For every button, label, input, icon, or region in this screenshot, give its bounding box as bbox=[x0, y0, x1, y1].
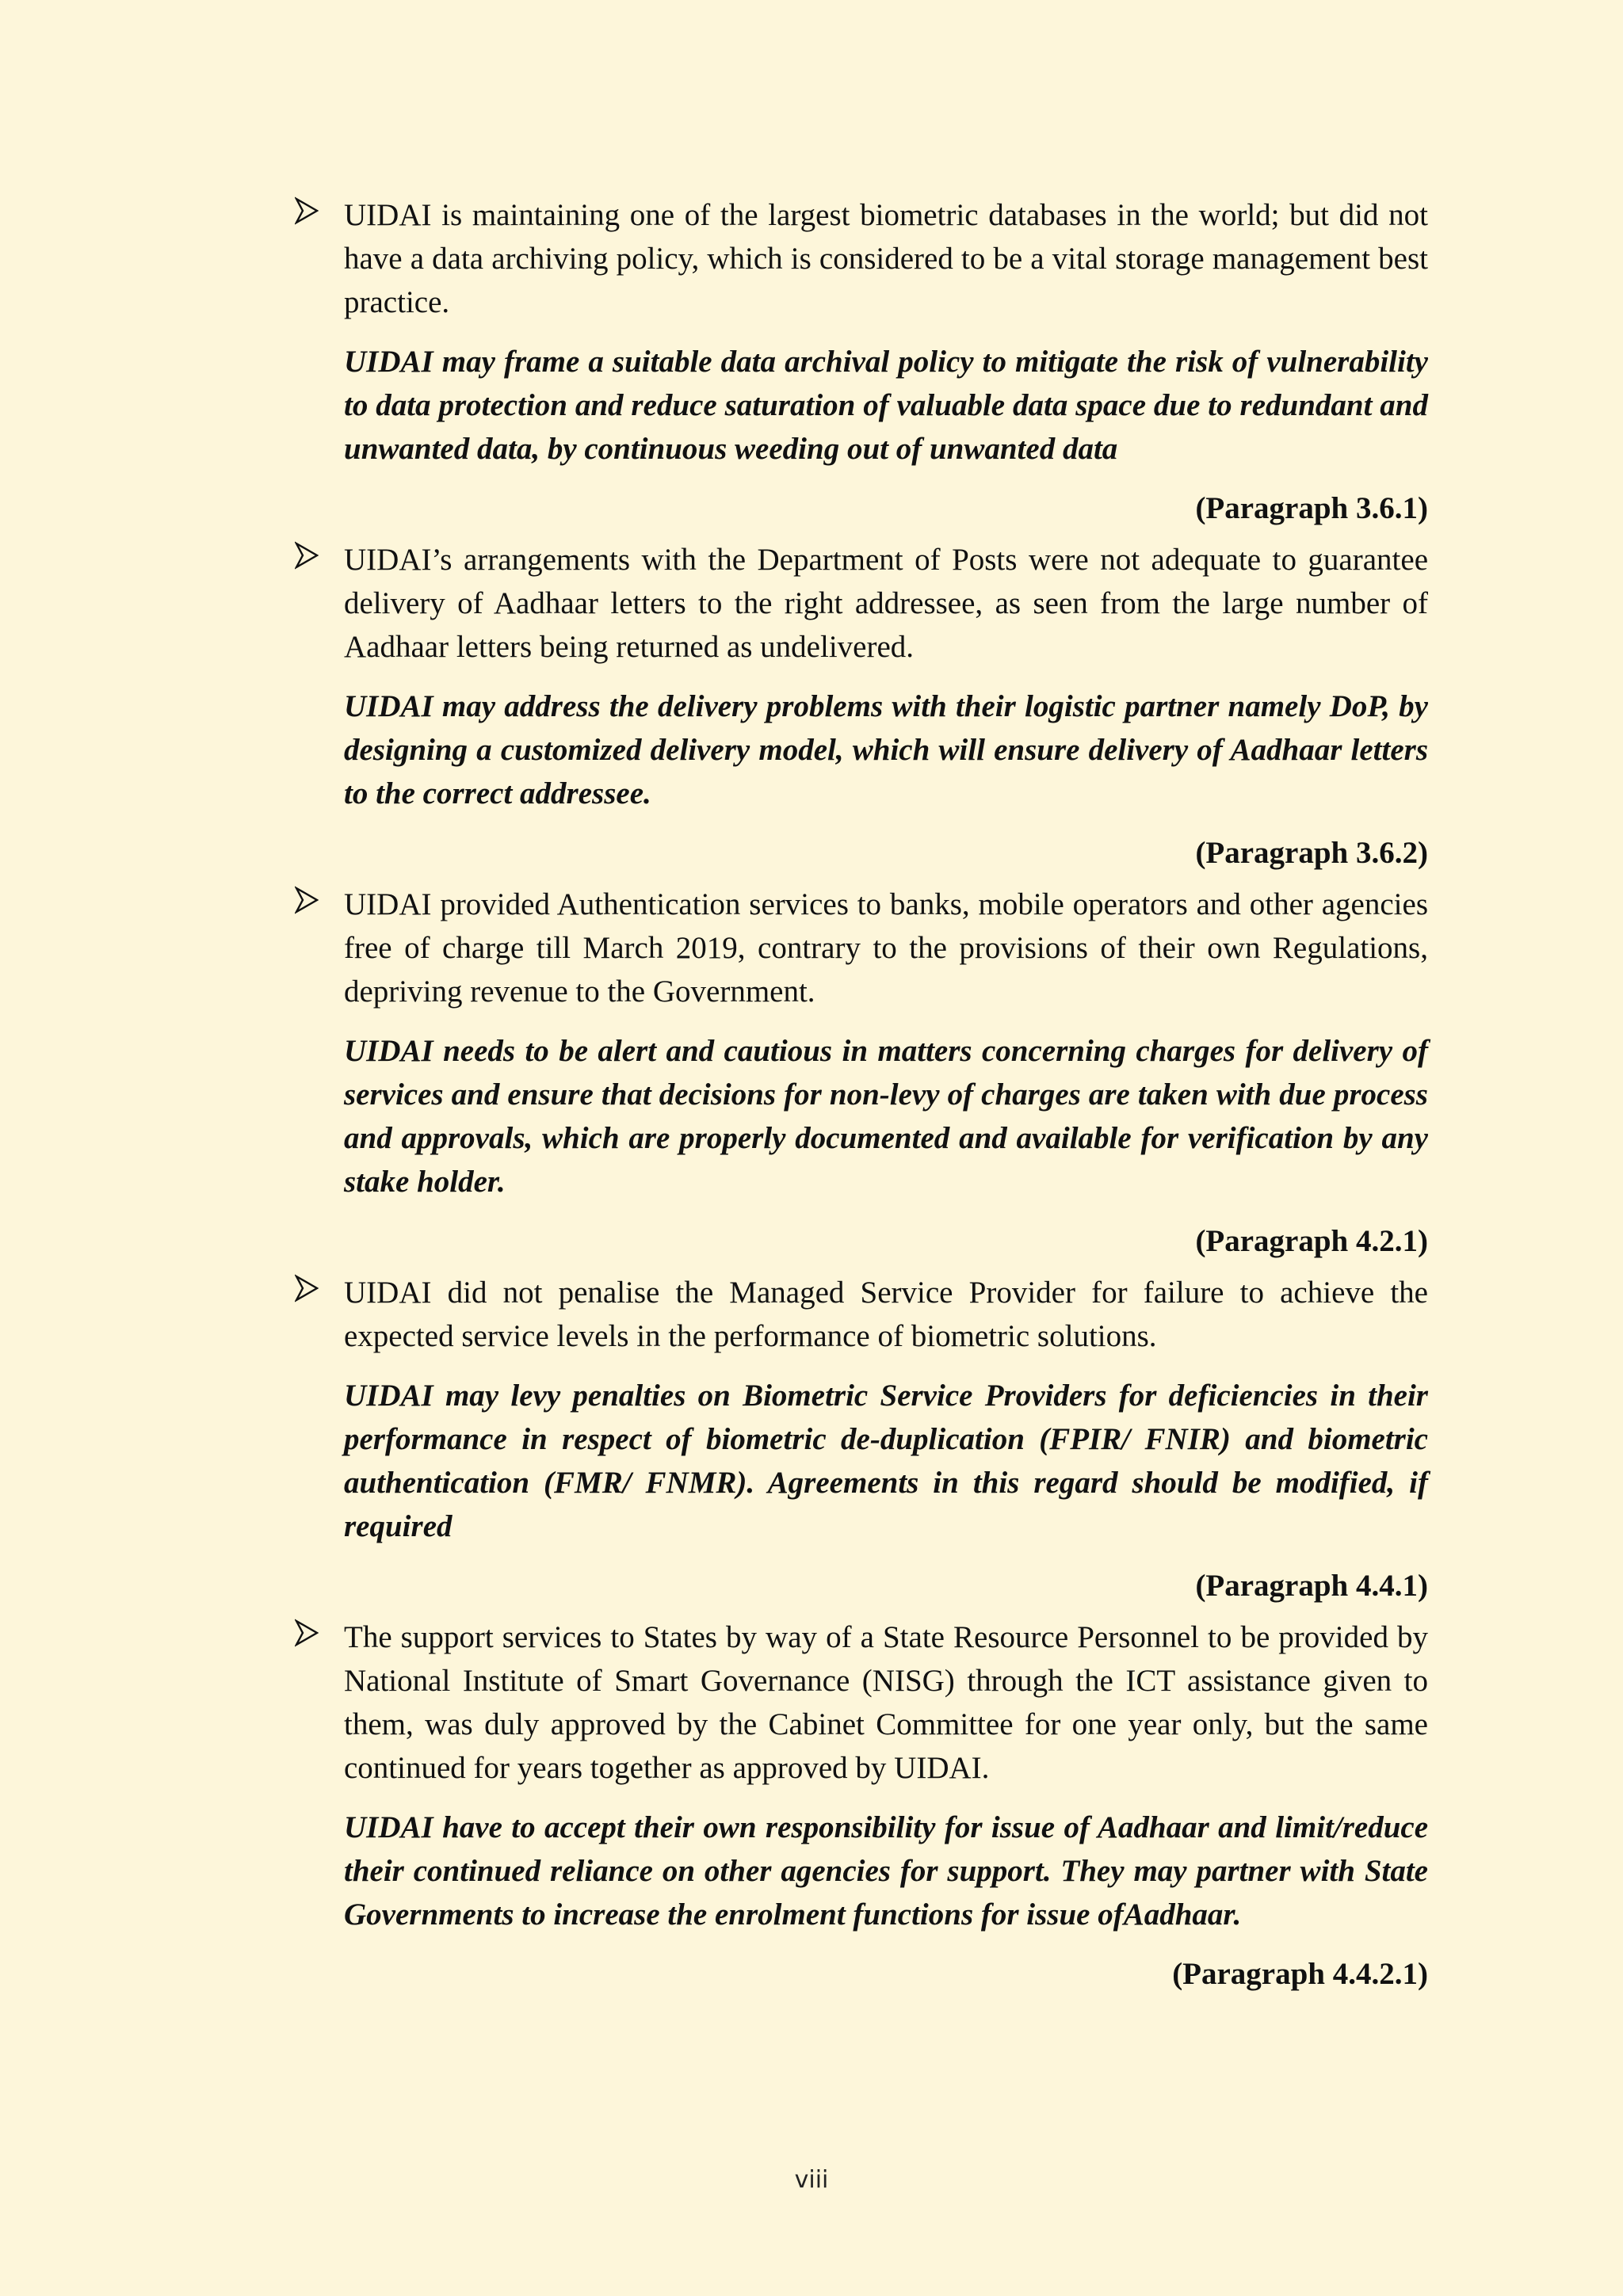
paragraph-reference: (Paragraph 3.6.2) bbox=[1195, 836, 1428, 870]
recommendation-text: UIDAI may address the delivery problems with their logistic partner namely DoP, by designing a customized delivery model, which will ensure delivery of Aadhaar letters to the correct addressee. bbox=[344, 689, 1428, 810]
recommendation-text: UIDAI may levy penalties on Biometric Service Providers for deficiencies in their performance in respect of biometric de-duplication (FPIR/ FNIR) and biometric authentication (FMR/ FNMR). Agreements in this regard should be modified, if required bbox=[344, 1379, 1428, 1543]
arrow-bullet-icon bbox=[295, 1619, 319, 1647]
finding-item bbox=[295, 883, 1428, 1263]
paragraph-reference: (Paragraph 4.4.1) bbox=[1195, 1569, 1428, 1603]
recommendation-text: UIDAI needs to be alert and cautious in matters concerning charges for delivery of services and ensure that decisions for non-levy of charges are taken with due process and approvals, which are properly documented and available for verification by any stake holder. bbox=[344, 1034, 1428, 1199]
finding-text: UIDAI did not penalise the Managed Service Provider for failure to achieve the expected service levels in the performance of biometric solutions. bbox=[344, 1276, 1428, 1353]
paragraph-reference: (Paragraph 4.2.1) bbox=[1195, 1224, 1428, 1258]
page-number: viii bbox=[794, 2166, 829, 2194]
arrow-bullet-icon bbox=[295, 196, 319, 225]
arrow-bullet-icon bbox=[295, 886, 319, 914]
finding-text: UIDAI is maintaining one of the largest biometric databases in the world; but did not have a data archiving policy, which is considered to be a vital storage management best practice. bbox=[344, 198, 1428, 319]
recommendation-text: UIDAI have to accept their own responsibility for issue of Aadhaar and limit/reduce their continued reliance on other agencies for support. They may partner with State Governments to increase the enrolment functions for issue ofAadhaar. bbox=[344, 1810, 1428, 1932]
paragraph-reference: (Paragraph 3.6.1) bbox=[1195, 491, 1428, 525]
arrow-bullet-icon bbox=[295, 1274, 319, 1302]
document-body bbox=[295, 193, 1428, 2004]
arrow-bullet-icon bbox=[295, 541, 319, 570]
finding-text: The support services to States by way of a State Resource Personnel to be provided by National Institute of Smart Governance (NISG) through the ICT assistance given to them, was duly approved by the Cabinet Committee for one year only, but the same continued for years together as approved by UIDAI. bbox=[344, 1620, 1428, 1785]
finding-text: UIDAI’s arrangements with the Department of Posts were not adequate to guarantee delivery of Aadhaar letters to the right addressee, as seen from the large number of Aadhaar letters being returned as undelivered. bbox=[344, 543, 1428, 664]
paragraph-reference: (Paragraph 4.4.2.1) bbox=[1172, 1957, 1428, 1991]
recommendation-text: UIDAI may frame a suitable data archival policy to mitigate the risk of vulnerability to data protection and reduce saturation of valuable data space due to redundant and unwanted data, by continuous weeding out of unwanted data bbox=[344, 345, 1428, 466]
finding-item bbox=[295, 1615, 1428, 1996]
finding-item bbox=[295, 1271, 1428, 1608]
finding-item bbox=[295, 193, 1428, 530]
finding-item bbox=[295, 538, 1428, 875]
finding-text: UIDAI provided Authentication services to banks, mobile operators and other agencies free of charge till March 2019, contrary to the provisions of their own Regulations, depriving revenue to the Government. bbox=[344, 887, 1428, 1009]
